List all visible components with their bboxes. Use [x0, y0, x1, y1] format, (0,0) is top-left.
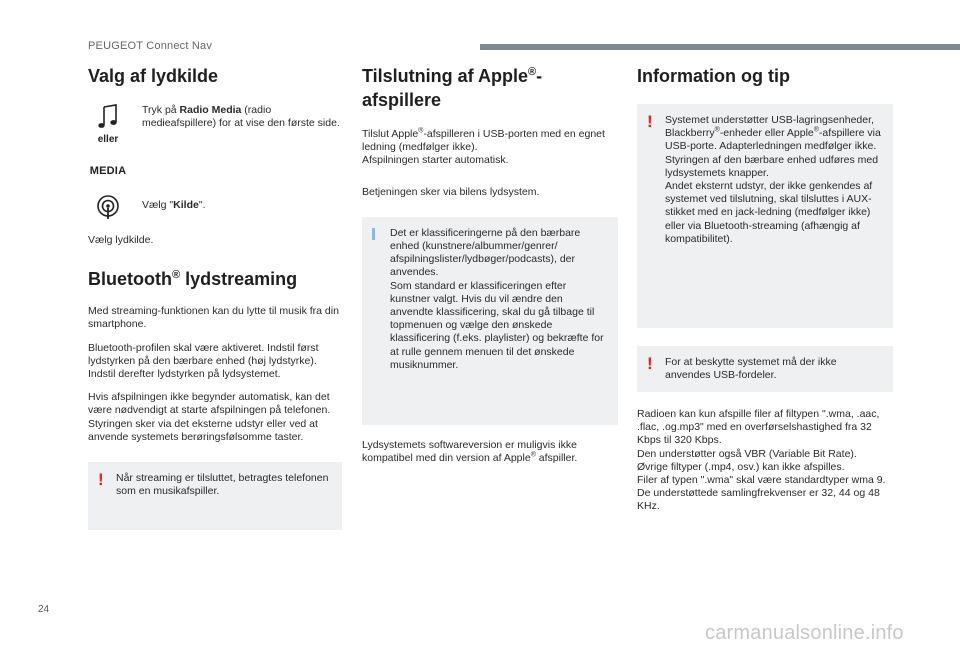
apple-para-2: Betjeningen sker via bilens lydsystem. [362, 185, 540, 198]
radio-source-icon [95, 194, 121, 220]
icon-slot-source [88, 194, 128, 220]
warning-usb-text-a: Systemet understøtter USB-lagringsenheder, Blackberry®-enheder eller Apple®-afspillere via USB-porte. Adapterledningen medfølger ikke. [665, 114, 881, 153]
file-format-text [637, 408, 893, 514]
warning-box-streaming [88, 462, 342, 530]
format-para-a: Radioen kan kun afspille filer af filtypen ".wma, .aac, .flac, .og.mp3" med en overførselshastighed fra 32 Kbps til 320 Kbps. [637, 408, 880, 447]
or-label: eller [97, 134, 119, 145]
page-number: 24 [38, 604, 50, 615]
bt-para-3a: Hvis afspilningen ikke begynder automatisk, kan det være nødvendigt at starte afspilningen på telefonen. [88, 391, 331, 417]
info-bar-icon [372, 228, 375, 240]
info-box-classification [362, 217, 618, 425]
step-radio-media [88, 104, 342, 177]
warning-hub-text: For at beskytte systemet må der ikke anvendes USB-fordeler. [665, 356, 837, 382]
step2-text: Vælg "Kilde". [142, 199, 206, 211]
column-audio-source [88, 64, 342, 530]
warning-usb-text-b: Styringen af den bærbare enhed udføres med lydsystemets knapper. [665, 153, 879, 179]
warning-exclamation-icon: ! [98, 470, 104, 490]
bt-para-2a: Bluetooth-profilen skal være aktiveret. Indstil først lydstyrken på den bærbare enhed (høj lydstyrke). [88, 341, 319, 367]
format-para-c: Øvrige filtyper (.mp4, osv.) kan ikke afspilles. [637, 460, 845, 473]
format-para-b: Den understøtter også VBR (Variable Bit Rate). [637, 447, 857, 460]
header-bar [480, 44, 960, 50]
warning-box-hub [637, 346, 893, 392]
heading-select-source: Valg af lydkilde [88, 66, 219, 86]
apple-para-1b: Afspilningen starter automatisk. [362, 154, 509, 167]
music-note-icon [97, 104, 119, 130]
media-label: MEDIA [89, 165, 127, 177]
warning-streaming-text: Når streaming er tilsluttet, betragtes telefonen som en musikafspiller. [116, 472, 329, 498]
column-apple [362, 64, 618, 465]
heading-info-tips: Information og tip [637, 66, 790, 86]
select-source-text: Vælg lydkilde. [88, 234, 154, 246]
bt-para-1: Med streaming-funktionen kan du lytte til musik fra din smartphone. [88, 305, 339, 331]
step1-text: Tryk på Radio Media (radio medieafspillere) for at vise den første side. [142, 104, 340, 130]
bt-para-3b: Styringen sker via det eksterne udstyr eller ved at anvende systemets berøringsfølsomme taster. [88, 417, 318, 443]
heading-apple: Tilslutning af Apple®-afspillere [362, 66, 543, 110]
bt-para-2b: Indstil derefter lydstyrken på lydsystemet. [88, 368, 281, 381]
heading-bluetooth: Bluetooth® lydstreaming [88, 269, 298, 290]
apple-para-1: Tilslut Apple®-afspilleren i USB-porten med en egnet ledning (medfølger ikke). [362, 127, 605, 154]
header-title: PEUGEOT Connect Nav [88, 40, 213, 52]
column-info-tips [637, 64, 893, 514]
warning-box-usb [637, 104, 893, 328]
icon-slot-media [88, 104, 128, 177]
format-para-e: De understøttede samlingfrekvenser er 32, 44 og 48 KHz. [637, 487, 880, 513]
watermark: carmanualsonline.info [705, 622, 904, 644]
warning-usb-text-c: Andet eksternt udstyr, der ikke genkendes af systemet ved tilslutning, skal tilsluttes i AUX-stikket med en jack-ledning (medfølger ikke) eller via Bluetooth-streaming (afhængig af kompatibilitet). [665, 180, 873, 245]
info-text-b: Som standard er klassificeringen efter kunstner valgt. Hvis du vil ændre den anvendte klassificering, skal du gå tilbage til topmenuen og vælge den ønskede klassificering (f.eks. playlister) og bekræfte for at rulle gennem menuen til det ønskede musiknummer. [390, 279, 604, 371]
step-source [88, 194, 342, 232]
apple-para-3: Lydsystemets softwareversion er muligvis ikke kompatibel med din version af Apple® afspiller. [362, 438, 578, 465]
format-para-d: Filer af typen ".wma" skal være standardtyper wma 9. [637, 474, 886, 487]
warning-exclamation-icon: ! [647, 354, 653, 373]
info-text-a: Det er klassificeringerne på den bærbare enhed (kunstnere/albummer/genrer/ afspilningslister/lydbøger/podcasts), der anvendes. [390, 226, 581, 279]
warning-exclamation-icon: ! [647, 112, 653, 131]
